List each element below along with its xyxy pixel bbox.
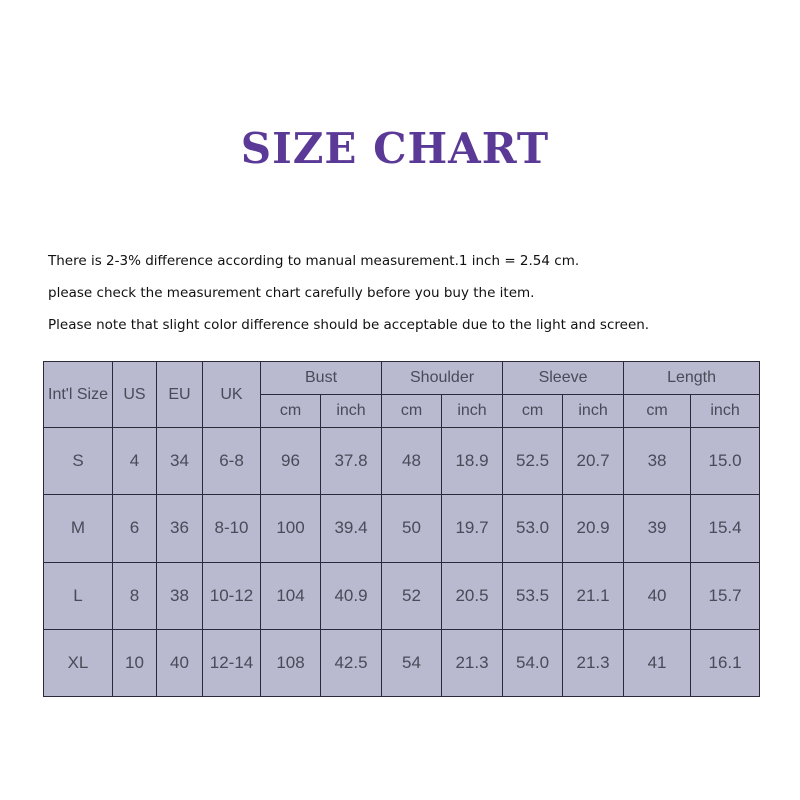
header-bust-cm: cm: [261, 395, 321, 428]
table-row: [44, 495, 760, 562]
header-shoulder-inch: inch: [442, 395, 503, 428]
cell-length-inch: 16.1: [691, 629, 760, 696]
header-uk: UK: [203, 362, 261, 428]
header-length-inch: inch: [691, 395, 760, 428]
cell-bust-inch: 39.4: [321, 495, 382, 562]
cell-sleeve-inch: 20.9: [563, 495, 624, 562]
cell-bust-cm: 104: [261, 562, 321, 629]
header-intl-size: Int'l Size: [44, 362, 113, 428]
cell-shoulder-cm: 50: [382, 495, 442, 562]
cell-eu: 36: [157, 495, 203, 562]
cell-us: 10: [113, 629, 157, 696]
cell-shoulder-inch: 21.3: [442, 629, 503, 696]
cell-shoulder-inch: 18.9: [442, 428, 503, 495]
table-row: [44, 428, 760, 495]
cell-eu: 34: [157, 428, 203, 495]
table-row: [44, 629, 760, 696]
cell-length-inch: 15.7: [691, 562, 760, 629]
header-sleeve: Sleeve: [503, 362, 624, 395]
header-shoulder: Shoulder: [382, 362, 503, 395]
cell-bust-inch: 37.8: [321, 428, 382, 495]
cell-uk: 6-8: [203, 428, 261, 495]
cell-bust-cm: 108: [261, 629, 321, 696]
cell-sleeve-cm: 52.5: [503, 428, 563, 495]
cell-size: S: [44, 428, 113, 495]
table-row: [44, 562, 760, 629]
cell-bust-inch: 40.9: [321, 562, 382, 629]
header-bust-inch: inch: [321, 395, 382, 428]
cell-sleeve-cm: 53.5: [503, 562, 563, 629]
cell-size: XL: [44, 629, 113, 696]
header-sleeve-cm: cm: [503, 395, 563, 428]
cell-eu: 40: [157, 629, 203, 696]
header-eu: EU: [157, 362, 203, 428]
cell-us: 8: [113, 562, 157, 629]
cell-shoulder-cm: 48: [382, 428, 442, 495]
cell-length-inch: 15.4: [691, 495, 760, 562]
table-header: [44, 362, 760, 428]
header-bust: Bust: [261, 362, 382, 395]
header-us: US: [113, 362, 157, 428]
cell-bust-cm: 100: [261, 495, 321, 562]
cell-shoulder-cm: 54: [382, 629, 442, 696]
cell-shoulder-inch: 19.7: [442, 495, 503, 562]
cell-bust-inch: 42.5: [321, 629, 382, 696]
cell-uk: 8-10: [203, 495, 261, 562]
cell-sleeve-cm: 54.0: [503, 629, 563, 696]
header-sleeve-inch: inch: [563, 395, 624, 428]
cell-length-inch: 15.0: [691, 428, 760, 495]
table-body: [44, 428, 760, 697]
cell-uk: 12-14: [203, 629, 261, 696]
cell-length-cm: 38: [624, 428, 691, 495]
cell-sleeve-cm: 53.0: [503, 495, 563, 562]
cell-shoulder-inch: 20.5: [442, 562, 503, 629]
note-measurement-difference: There is 2-3% difference according to manual measurement.1 inch = 2.54 cm.: [48, 253, 580, 269]
cell-bust-cm: 96: [261, 428, 321, 495]
cell-sleeve-inch: 21.1: [563, 562, 624, 629]
size-chart-title: SIZE CHART: [240, 124, 550, 173]
cell-sleeve-inch: 20.7: [563, 428, 624, 495]
cell-length-cm: 40: [624, 562, 691, 629]
cell-sleeve-inch: 21.3: [563, 629, 624, 696]
cell-us: 4: [113, 428, 157, 495]
note-color-difference: Please note that slight color difference should be acceptable due to the light and screen.: [48, 317, 650, 333]
cell-eu: 38: [157, 562, 203, 629]
cell-size: M: [44, 495, 113, 562]
cell-length-cm: 41: [624, 629, 691, 696]
size-table: [43, 361, 760, 697]
header-row-top: [44, 362, 760, 395]
header-shoulder-cm: cm: [382, 395, 442, 428]
header-length: Length: [624, 362, 760, 395]
cell-us: 6: [113, 495, 157, 562]
cell-shoulder-cm: 52: [382, 562, 442, 629]
cell-size: L: [44, 562, 113, 629]
note-check-chart: please check the measurement chart carefully before you buy the item.: [48, 285, 535, 301]
header-length-cm: cm: [624, 395, 691, 428]
cell-length-cm: 39: [624, 495, 691, 562]
cell-uk: 10-12: [203, 562, 261, 629]
